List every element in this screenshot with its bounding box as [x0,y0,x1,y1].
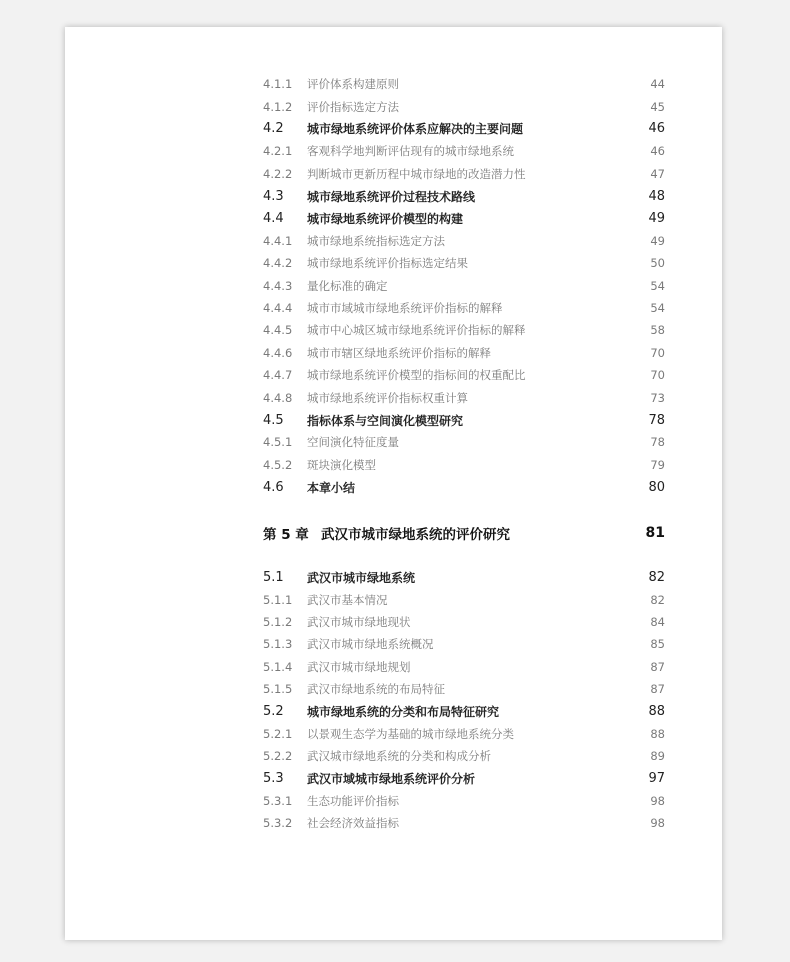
toc-entry-num: 4.4.4 [263,301,293,316]
toc-entry-num: 5.1.3 [263,637,293,652]
toc-entry-page: 73 [650,390,665,405]
toc-entry-page: 98 [650,816,665,831]
toc-entry-num: 5.2 [263,704,284,720]
toc-entry-page: 89 [650,749,665,764]
toc-subsection-entry[interactable] [263,812,665,834]
toc-entry-page: 80 [648,479,665,495]
toc-entry-page: 84 [650,614,665,629]
toc-entry-title: 社会经济效益指标 [307,816,399,831]
table-of-contents [263,73,665,835]
toc-subsection-entry[interactable] [263,745,665,767]
toc-entry-page: 81 [645,525,665,542]
toc-entry-title: 判断城市更新历程中城市绿地的改造潜力性 [307,166,526,181]
toc-subsection-entry[interactable] [263,319,665,341]
toc-entry-title: 城市中心城区城市绿地系统评价指标的解释 [307,323,526,338]
toc-entry-num: 4.4 [263,211,284,227]
toc-entry-num: 4.1.2 [263,99,293,114]
toc-subsection-entry[interactable] [263,252,665,274]
toc-subsection-entry[interactable] [263,431,665,453]
toc-entry-num: 4.4.5 [263,323,293,338]
toc-entry-title: 武汉城市绿地系统的分类和构成分析 [307,749,491,764]
toc-entry-num: 4.2.1 [263,144,293,159]
toc-entry-title: 以景观生态学为基础的城市绿地系统分类 [307,726,514,741]
toc-entry-title: 城市绿地系统评价体系应解决的主要问题 [307,122,524,137]
toc-subsection-entry[interactable] [263,275,665,297]
toc-entry-num: 5.3 [263,771,284,787]
toc-entry-title: 城市市辖区绿地系统评价指标的解释 [307,345,491,360]
toc-entry-page: 87 [650,659,665,674]
toc-entry-page: 49 [648,211,665,227]
toc-entry-title: 空间演化特征度量 [307,435,399,450]
toc-entry-page: 58 [650,323,665,338]
toc-entry-page: 46 [650,144,665,159]
toc-entry-title: 生态功能评价指标 [307,794,399,809]
toc-entry-title: 评价指标选定方法 [307,99,399,114]
toc-entry-page: 48 [648,188,665,204]
toc-entry-title: 评价体系构建原则 [307,77,399,92]
toc-entry-page: 88 [648,704,665,720]
toc-entry-num: 4.5.2 [263,457,293,472]
toc-entry-num: 第 5 章 [263,527,309,544]
toc-entry-title: 斑块演化模型 [307,457,376,472]
toc-subsection-entry[interactable] [263,611,665,633]
toc-entry-page: 97 [648,771,665,787]
toc-entry-title: 城市绿地系统指标选定方法 [307,233,445,248]
toc-subsection-entry[interactable] [263,364,665,386]
toc-entry-page: 82 [648,569,665,585]
toc-section-entry[interactable] [263,118,665,140]
toc-entry-title: 城市绿地系统评价模型的指标间的权重配比 [307,368,526,383]
toc-entry-page: 50 [650,256,665,271]
toc-section-entry[interactable] [263,207,665,229]
toc-entry-page: 47 [650,166,665,181]
toc-entry-num: 5.3.2 [263,816,293,831]
toc-entry-title: 本章小结 [307,480,356,495]
toc-section-entry[interactable] [263,566,665,588]
toc-entry-page: 78 [648,412,665,428]
toc-entry-title: 武汉市城市绿地系统概况 [307,637,434,652]
toc-entry-num: 4.6 [263,479,284,495]
toc-subsection-entry[interactable] [263,386,665,408]
toc-entry-page: 49 [650,233,665,248]
toc-entry-num: 4.4.8 [263,390,293,405]
toc-entry-title: 武汉市城市绿地系统 [307,570,416,585]
toc-entry-title: 城市绿地系统评价模型的构建 [307,212,464,227]
toc-subsection-entry[interactable] [263,656,665,678]
toc-entry-page: 79 [650,457,665,472]
toc-entry-title: 武汉市域城市绿地系统评价分析 [307,772,476,787]
toc-entry-page: 70 [650,368,665,383]
toc-entry-title: 指标体系与空间演化模型研究 [307,413,464,428]
toc-entry-num: 5.2.1 [263,726,293,741]
toc-entry-page: 70 [650,345,665,360]
toc-entry-title: 武汉市基本情况 [307,592,388,607]
toc-entry-page: 85 [650,637,665,652]
toc-subsection-entry[interactable] [263,230,665,252]
toc-entry-num: 4.4.1 [263,233,293,248]
toc-entry-num: 4.2 [263,121,284,137]
toc-entry-page: 44 [650,77,665,92]
toc-subsection-entry[interactable] [263,790,665,812]
toc-entry-title: 城市市域城市绿地系统评价指标的解释 [307,301,503,316]
toc-section-entry[interactable] [263,700,665,722]
toc-entry-title: 城市绿地系统评价过程技术路线 [307,189,476,204]
toc-entry-title: 武汉市城市绿地规划 [307,659,411,674]
toc-subsection-entry[interactable] [263,73,665,95]
toc-subsection-entry[interactable] [263,454,665,476]
toc-chapter-entry[interactable] [263,522,665,544]
toc-subsection-entry[interactable] [263,140,665,162]
toc-subsection-entry[interactable] [263,678,665,700]
toc-entry-num: 4.5 [263,412,284,428]
toc-entry-num: 5.1.2 [263,614,293,629]
toc-entry-page: 45 [650,99,665,114]
toc-entry-num: 5.1.4 [263,659,293,674]
toc-entry-title: 城市绿地系统评价指标选定结果 [307,256,468,271]
toc-entry-page: 87 [650,682,665,697]
toc-entry-num: 4.4.2 [263,256,293,271]
toc-entry-num: 4.4.7 [263,368,293,383]
toc-subsection-entry[interactable] [263,95,665,117]
toc-entry-num: 5.1.1 [263,592,293,607]
toc-entry-title: 量化标准的确定 [307,278,388,293]
toc-subsection-entry[interactable] [263,342,665,364]
toc-entry-page: 54 [650,278,665,293]
toc-entry-title: 武汉市绿地系统的布局特征 [307,682,445,697]
toc-entry-num: 5.1 [263,569,284,585]
toc-entry-page: 88 [650,726,665,741]
toc-section-entry[interactable] [263,476,665,498]
toc-entry-page: 82 [650,592,665,607]
toc-entry-num: 4.1.1 [263,77,293,92]
toc-entry-title: 客观科学地判断评估现有的城市绿地系统 [307,144,514,159]
toc-entry-num: 4.4.6 [263,345,293,360]
toc-entry-page: 98 [650,794,665,809]
toc-entry-num: 4.3 [263,188,284,204]
toc-entry-title: 城市绿地系统的分类和布局特征研究 [307,705,500,720]
toc-entry-page: 78 [650,435,665,450]
toc-section-entry[interactable] [263,185,665,207]
toc-entry-num: 4.2.2 [263,166,293,181]
toc-subsection-entry[interactable] [263,633,665,655]
toc-entry-title: 城市绿地系统评价指标权重计算 [307,390,468,405]
toc-entry-num: 4.4.3 [263,278,293,293]
toc-entry-title: 武汉市城市绿地系统的评价研究 [321,527,510,544]
toc-section-entry[interactable] [263,409,665,431]
toc-entry-page: 54 [650,301,665,316]
toc-subsection-entry[interactable] [263,588,665,610]
toc-entry-page: 46 [648,121,665,137]
toc-subsection-entry[interactable] [263,723,665,745]
toc-entry-num: 5.1.5 [263,682,293,697]
toc-subsection-entry[interactable] [263,297,665,319]
toc-entry-num: 4.5.1 [263,435,293,450]
toc-entry-num: 5.3.1 [263,794,293,809]
toc-section-entry[interactable] [263,768,665,790]
toc-entry-title: 武汉市城市绿地现状 [307,614,411,629]
toc-entry-num: 5.2.2 [263,749,293,764]
toc-subsection-entry[interactable] [263,163,665,185]
